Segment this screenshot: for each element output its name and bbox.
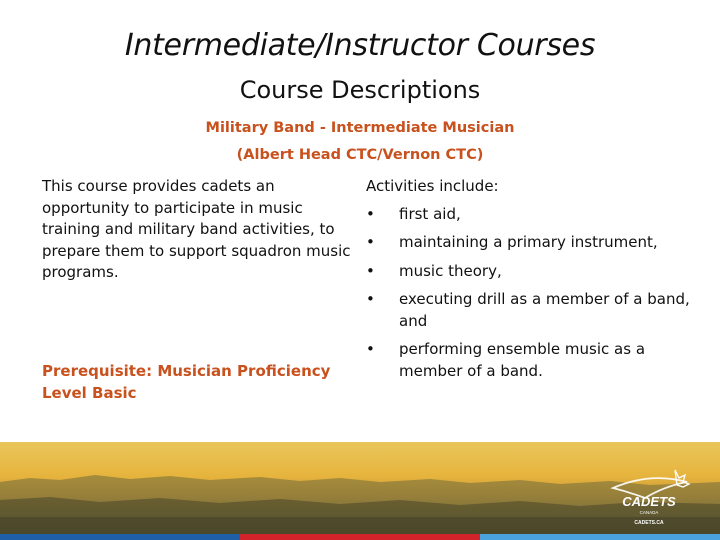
activity-text: first aid, — [399, 204, 461, 223]
list-item — [366, 289, 696, 332]
color-strip-blue — [0, 534, 240, 540]
list-item — [366, 261, 696, 283]
list-item — [366, 339, 696, 382]
color-strip-red — [240, 534, 480, 540]
cadets-logo — [605, 458, 695, 528]
bullet-icon: • — [366, 340, 375, 358]
color-strip-light-blue — [480, 534, 720, 540]
cadets-logo-graphic — [605, 458, 695, 528]
cadets-logo-text: CADETS — [622, 494, 676, 509]
activity-text: maintaining a primary instrument, — [399, 233, 658, 251]
bullet-icon: • — [366, 290, 375, 308]
list-item — [366, 204, 696, 226]
course-locations: (Albert Head CTC/Vernon CTC) — [236, 147, 484, 163]
prerequisite-text: Prerequisite: Musician Proficiency Level Basic — [42, 362, 331, 402]
bullet-icon: • — [366, 204, 375, 223]
activities-section — [366, 176, 696, 389]
list-item — [366, 232, 696, 254]
activities-list — [366, 204, 696, 383]
slide-title: Intermediate/Instructor Courses — [124, 28, 596, 63]
course-description: This course provides cadets an opportunity to participate in music training and military band activities, to prepare them to support squadron music programs. — [42, 177, 351, 281]
activity-text: performing ensemble music as a member of a band. — [399, 340, 646, 380]
activity-text: music theory, — [399, 261, 502, 280]
activity-text: executing drill as a member of a band, and — [399, 290, 690, 330]
cadets-logo-subtext: CANADA — [639, 510, 659, 515]
bullet-icon: • — [366, 233, 375, 251]
website-text: CADETS.CA — [634, 520, 664, 526]
slide-subtitle: Course Descriptions — [239, 76, 481, 104]
activities-heading: Activities include: — [366, 177, 499, 195]
bullet-icon: • — [366, 261, 375, 280]
course-name: Military Band - Intermediate Musician — [205, 120, 515, 136]
